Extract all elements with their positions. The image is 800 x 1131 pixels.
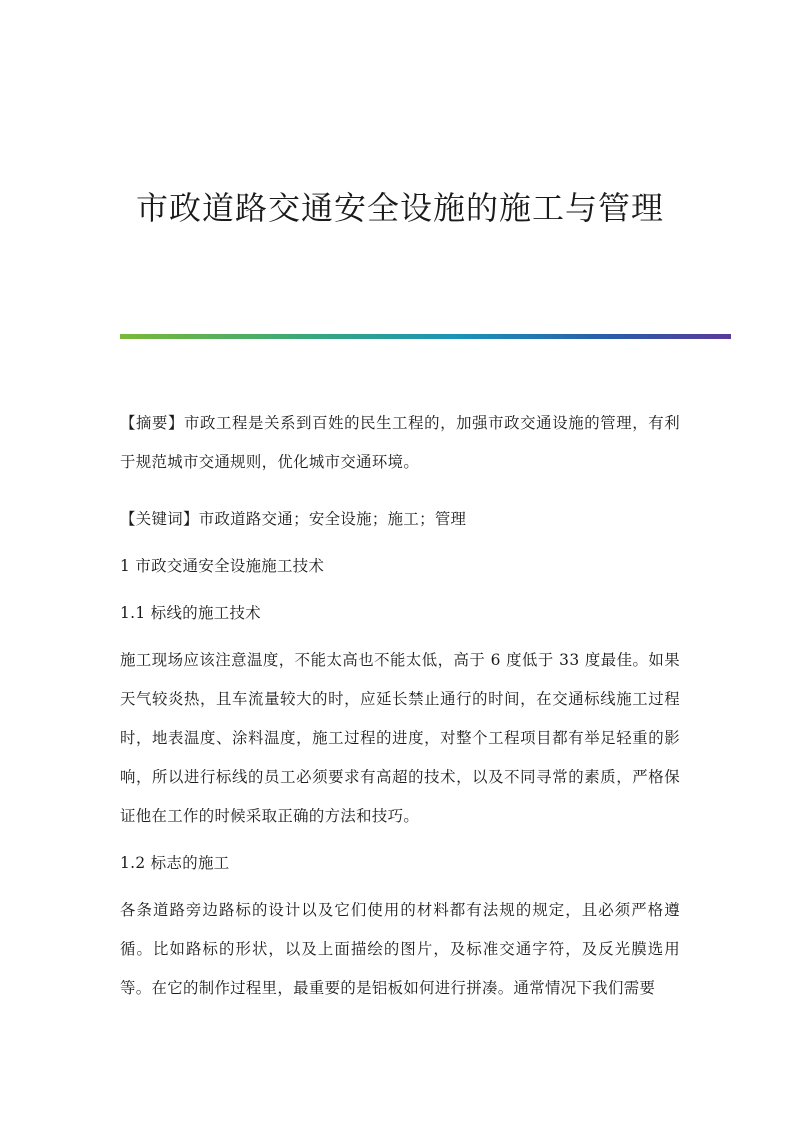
subsection-heading-1-1: 1.1 标线的施工技术 [120, 604, 261, 622]
body-paragraph-marking: 施工现场应该注意温度，不能太高也不能太低，高于 6 度低于 33 度最佳。如果天气较炎热，且车流量较大的时，应延长禁止通行的时间，在交通标线施工过程时，地表温度、涂料温度，施工过程的进度，对整个工程项目都有举足轻重的影响，所以进行标线的员工必须要求有高超的技术，以及不同寻常的素质，严格保证他在工作的时候采取正确的方法和技巧。 [120, 651, 680, 825]
document-title: 市政道路交通安全设施的施工与管理 [135, 189, 664, 227]
document-body [120, 404, 680, 1026]
keywords-paragraph: 【关键词】市政道路交通；安全设施；施工；管理 [120, 510, 467, 528]
body-paragraph-signs: 各条道路旁边路标的设计以及它们使用的材料都有法规的规定，且必须严格遵循。比如路标的形状，以及上面描绘的图片，及标准交通字符，及反光膜选用等。在它的制作过程里，最重要的是铝板如何进行拼凑。通常情况下我们需要 [120, 901, 680, 997]
section-heading-1: 1 市政交通安全设施施工技术 [120, 557, 325, 575]
title-divider [120, 334, 731, 339]
subsection-heading-1-2: 1.2 标志的施工 [120, 854, 230, 872]
abstract-paragraph: 【摘要】市政工程是关系到百姓的民生工程的，加强市政交通设施的管理，有利于规范城市交通规则，优化城市交通环境。 [120, 414, 680, 471]
